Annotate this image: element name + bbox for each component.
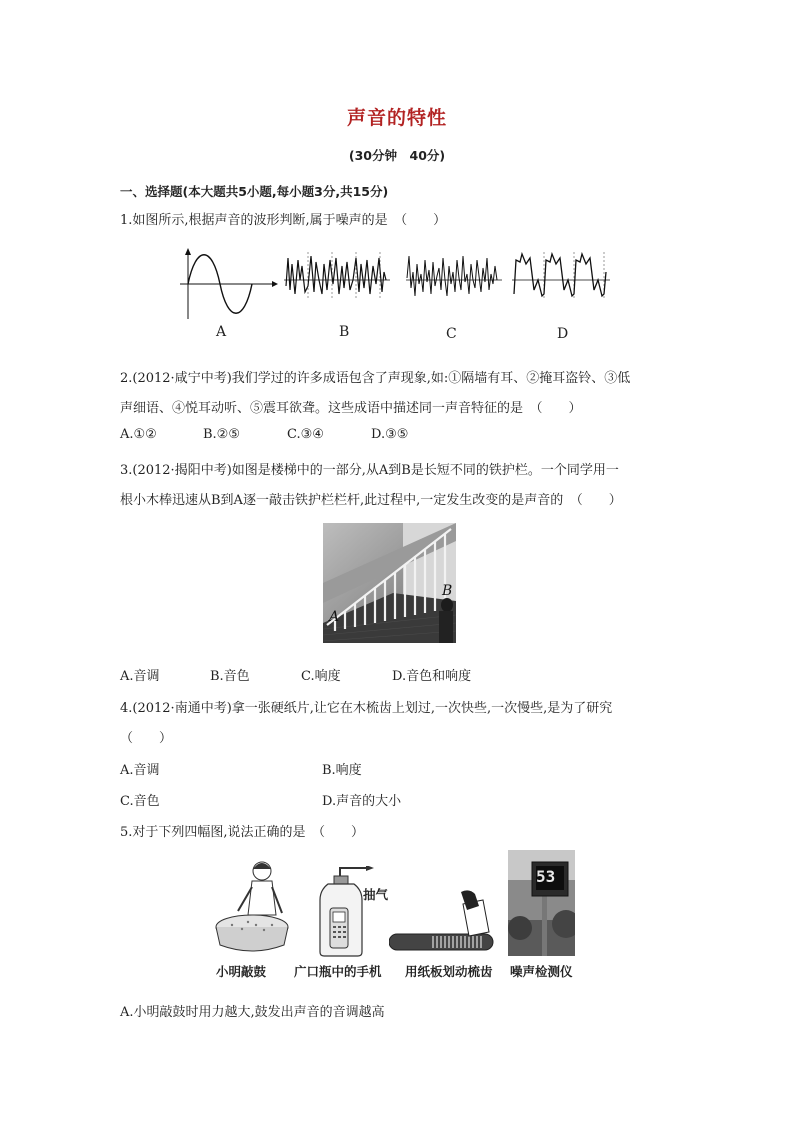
photo-label-a: A — [329, 609, 340, 625]
stair-railing-photo — [323, 523, 456, 643]
waveform-d — [510, 250, 614, 302]
comb-card-illustration — [389, 888, 499, 954]
waveform-label-d: D — [557, 326, 569, 342]
caption-noise-meter: 噪声检测仪 — [510, 964, 573, 979]
q5-stem: 5.对于下列四幅图,说法正确的是 （ ） — [120, 825, 365, 840]
photo-label-b: B — [442, 583, 453, 599]
q2-option-b: B.②⑤ — [203, 427, 240, 442]
q3-option-b: B.音色 — [210, 669, 250, 684]
caption-drum: 小明敲鼓 — [216, 964, 267, 979]
q3-line1: 3.(2012·揭阳中考)如图是楼梯中的一部分,从A到B是长短不同的铁护栏。一个同学用一 — [120, 463, 619, 478]
q4-option-a: A.音调 — [120, 763, 160, 778]
q2-option-a: A.①② — [120, 427, 157, 442]
q2-line2: 声细语、④悦耳动听、⑤震耳欲聋。这些成语中描述同一声音特征的是 （ ） — [120, 401, 582, 416]
q1-stem: 1.如图所示,根据声音的波形判断,属于噪声的是 （ ） — [120, 213, 447, 228]
noise-meter-reading: 53 — [536, 867, 556, 886]
q3-line2: 根小木棒迅速从B到A逐一敲击铁护栏栏杆,此过程中,一定发生改变的是声音的 （ ） — [120, 493, 622, 508]
q3-option-d: D.音色和响度 — [392, 669, 472, 684]
waveform-label-a: A — [216, 324, 227, 340]
caption-jar-phone: 广口瓶中的手机 — [294, 964, 382, 979]
q3-option-c: C.响度 — [301, 669, 341, 684]
caption-comb: 用纸板划动梳齿 — [405, 964, 493, 979]
q4-line1: 4.(2012·南通中考)拿一张硬纸片,让它在木梳齿上划过,一次快些,一次慢些,是为了研究 — [120, 701, 613, 716]
waveform-label-b: B — [339, 324, 350, 340]
jar-phone-illustration — [312, 866, 392, 958]
drum-boy-illustration — [212, 855, 292, 955]
waveform-b — [282, 250, 394, 302]
q4-option-d: D.声音的大小 — [322, 794, 402, 809]
q2-option-c: C.③④ — [287, 427, 324, 442]
q2-option-d: D.③⑤ — [371, 427, 409, 442]
q2-line1: 2.(2012·咸宁中考)我们学过的许多成语包含了声现象,如:①隔墙有耳、②掩耳盗铃、③低 — [120, 371, 631, 386]
q4-line2: （ ） — [120, 731, 173, 746]
q4-option-b: B.响度 — [322, 763, 362, 778]
q4-option-c: C.音色 — [120, 794, 160, 809]
waveform-a — [176, 247, 280, 323]
page-subtitle: (30分钟 40分) — [348, 148, 446, 163]
noise-meter-photo — [508, 850, 575, 956]
section-heading: 一、选择题(本大题共5小题,每小题3分,共15分) — [120, 184, 389, 199]
q5-option-a: A.小明敲鼓时用力越大,鼓发出声音的音调越高 — [120, 1005, 385, 1020]
page-title: 声音的特性 — [346, 107, 447, 129]
waveform-label-c: C — [446, 326, 457, 342]
pump-label: 抽气 — [363, 887, 389, 902]
q3-option-a: A.音调 — [120, 669, 160, 684]
waveform-c — [404, 250, 504, 302]
